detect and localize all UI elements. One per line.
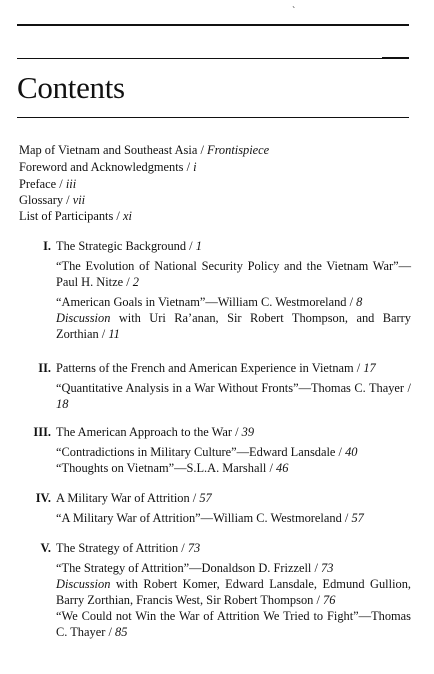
page-title: Contents [17,70,125,105]
toc-entry [56,294,411,310]
front-matter-item [19,209,132,224]
section-1 [19,239,411,342]
section-4 [19,491,411,526]
entry-page: 46 [276,461,289,475]
front-matter-label: Glossary [19,193,64,207]
upper-rule-end [382,57,409,59]
entry-text: “A Military War of Attrition”—William C. Westmoreland [56,511,342,525]
entry-text: “The Strategy of Attrition”—Donaldson D. Frizzell [56,561,312,575]
section-numeral: IV. [35,491,51,505]
section-page: 17 [363,361,376,375]
front-matter-page: iii [65,177,77,191]
front-matter-label: Map of Vietnam and Southeast Asia [19,143,198,157]
entry-text: “Contradictions in Military Culture”—Edward Lansdale [56,445,336,459]
entry-page: 57 [351,511,364,525]
toc-entry [56,310,411,342]
front-matter-label: Preface [19,177,57,191]
section-numeral: II. [38,361,51,375]
section-heading [19,425,411,440]
separator: / [349,295,354,309]
entry-page: 76 [323,593,336,607]
front-matter-page: i [193,160,197,174]
section-page: 1 [195,239,202,253]
front-matter-item [19,143,269,158]
specks: ` [292,6,296,17]
separator: / [235,425,239,439]
section-page: 39 [241,425,255,439]
entry-page: 8 [356,295,363,309]
front-matter-page: vii [72,193,86,207]
entry-lead: Discussion [56,577,111,591]
toc-entry [56,608,411,640]
toc-entry [56,380,411,412]
entry-page: 85 [115,625,128,639]
entry-text: “The Evolution of National Security Policy and the Vietnam War”—Paul H. Nitze [56,259,411,289]
separator: / [108,625,112,639]
toc-entry [56,444,411,460]
entry-text: with Robert Komer, Edward Lansdale, Edmund Gullion, Barry Zorthian, Francis West, Sir Robert Thompson [56,577,411,607]
separator: / [59,177,63,191]
separator: / [181,541,185,555]
front-matter-page: xi [122,209,132,223]
section-page: 73 [187,541,201,555]
separator: / [66,193,70,207]
top-rule [17,24,409,26]
section-title: The Strategy of Attrition [56,541,179,555]
separator: / [338,445,342,459]
entry-lead: Discussion [56,311,111,325]
section-title: Patterns of the French and American Experience in Vietnam [56,361,354,375]
entry-page: 40 [345,445,358,459]
separator: / [186,160,191,174]
section-page: 57 [199,491,212,505]
section-title: The Strategic Background [56,239,187,253]
separator: / [356,361,361,375]
separator: / [101,327,106,341]
section-numeral: V. [40,541,51,555]
toc-entry [56,510,411,526]
entry-text: with Uri Ra’anan, Sir Robert Thompson, and Barry Zorthian [56,311,411,341]
front-matter-item [19,193,85,208]
section-heading [19,239,411,254]
separator: / [189,239,193,253]
front-matter-page: Frontispiece [207,143,270,157]
section-5 [19,541,411,640]
section-title: A Military War of Attrition [56,491,190,505]
front-matter-label: List of Participants [19,209,114,223]
section-numeral: I. [43,239,51,253]
section-2 [19,361,411,412]
toc-entry [56,258,411,290]
upper-rule [17,58,409,59]
section-numeral: III. [33,425,51,439]
section-heading [19,361,411,376]
separator: / [126,275,130,289]
separator: / [407,381,411,395]
entry-page: 2 [132,275,139,289]
front-matter-item [19,160,197,175]
separator: / [316,593,320,607]
entry-text: “Thoughts on Vietnam”—S.L.A. Marshall [56,461,267,475]
front-matter-label: Foreword and Acknowledgments [19,160,184,174]
separator: / [192,491,197,505]
entry-page: 73 [321,561,334,575]
entry-text: “We Could not Win the War of Attrition We Tried to Fight”—Thomas C. Thayer [56,609,411,639]
separator: / [116,209,120,223]
toc-entry [56,560,411,576]
front-matter-item [19,177,76,192]
section-heading [19,541,411,556]
section-heading [19,491,411,506]
entry-text: “American Goals in Vietnam”—William C. Westmoreland [56,295,347,309]
separator: / [269,461,273,475]
entry-page: 11 [108,327,120,341]
toc-entry [56,576,411,608]
title-rule [17,117,409,118]
separator: / [344,511,349,525]
section-title: The American Approach to the War [56,425,232,439]
entry-text: “Quantitative Analysis in a War Without Fronts”—Thomas C. Thayer [56,381,405,395]
toc-entry [56,460,411,476]
separator: / [314,561,318,575]
entry-page: 18 [56,397,69,411]
section-3 [19,425,411,476]
separator: / [200,143,204,157]
